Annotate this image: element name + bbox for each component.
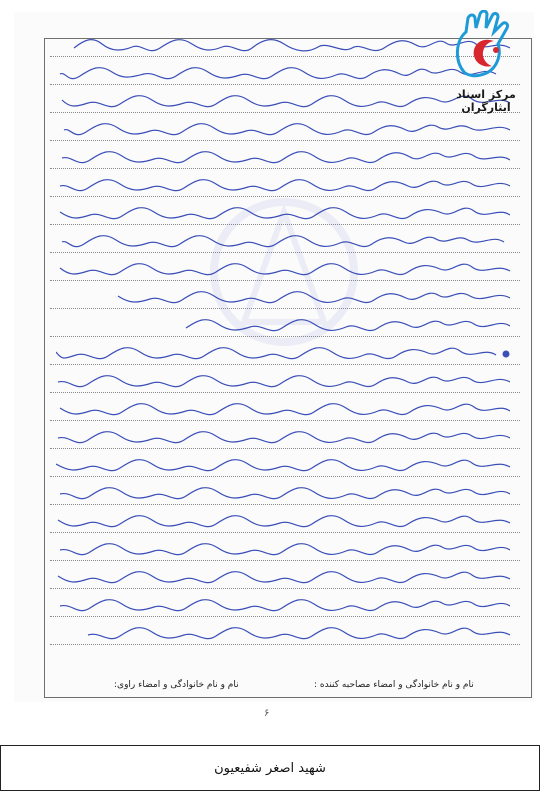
handwritten-line [56, 174, 510, 196]
handwritten-line [56, 370, 510, 392]
rule-line [50, 420, 520, 421]
handwritten-line [56, 426, 510, 448]
rule-line [50, 140, 520, 141]
rule-line [50, 392, 520, 393]
handwritten-line [56, 622, 510, 644]
handwritten-line [56, 286, 510, 308]
handwritten-line [56, 482, 510, 504]
handwritten-line [56, 566, 510, 588]
hand-crescent-logo-icon [436, 10, 536, 90]
rule-line [50, 644, 520, 645]
rule-line [50, 364, 520, 365]
rule-line [50, 448, 520, 449]
handwritten-line [56, 594, 510, 616]
handwritten-line [56, 202, 510, 224]
rule-line [50, 616, 520, 617]
rule-line [50, 476, 520, 477]
handwritten-line [56, 398, 510, 420]
rule-line [50, 532, 520, 533]
caption-box [0, 745, 540, 791]
page-number: ۶ [264, 708, 270, 719]
handwritten-line [56, 230, 510, 252]
handwritten-line [56, 258, 510, 280]
handwritten-line [56, 454, 510, 476]
narrator-signature-label: نام و نام خانوادگی و امضاء راوی: [114, 680, 239, 690]
handwritten-line [56, 342, 510, 364]
rule-line [50, 168, 520, 169]
rule-line [50, 588, 520, 589]
rule-line [50, 504, 520, 505]
rule-line [50, 560, 520, 561]
handwritten-line [56, 146, 510, 168]
martyr-name-caption: شهید اصغر شفیعیون [214, 760, 326, 776]
handwritten-line [56, 118, 510, 140]
handwritten-line [56, 510, 510, 532]
handwritten-line [56, 538, 510, 560]
interviewer-signature-label: نام و نام خانوادگی و امضاء مصاحبه کننده : [314, 680, 474, 690]
logo-caption: مرکز اسناد ایثارگران [456, 88, 516, 114]
handwritten-line [56, 314, 510, 336]
